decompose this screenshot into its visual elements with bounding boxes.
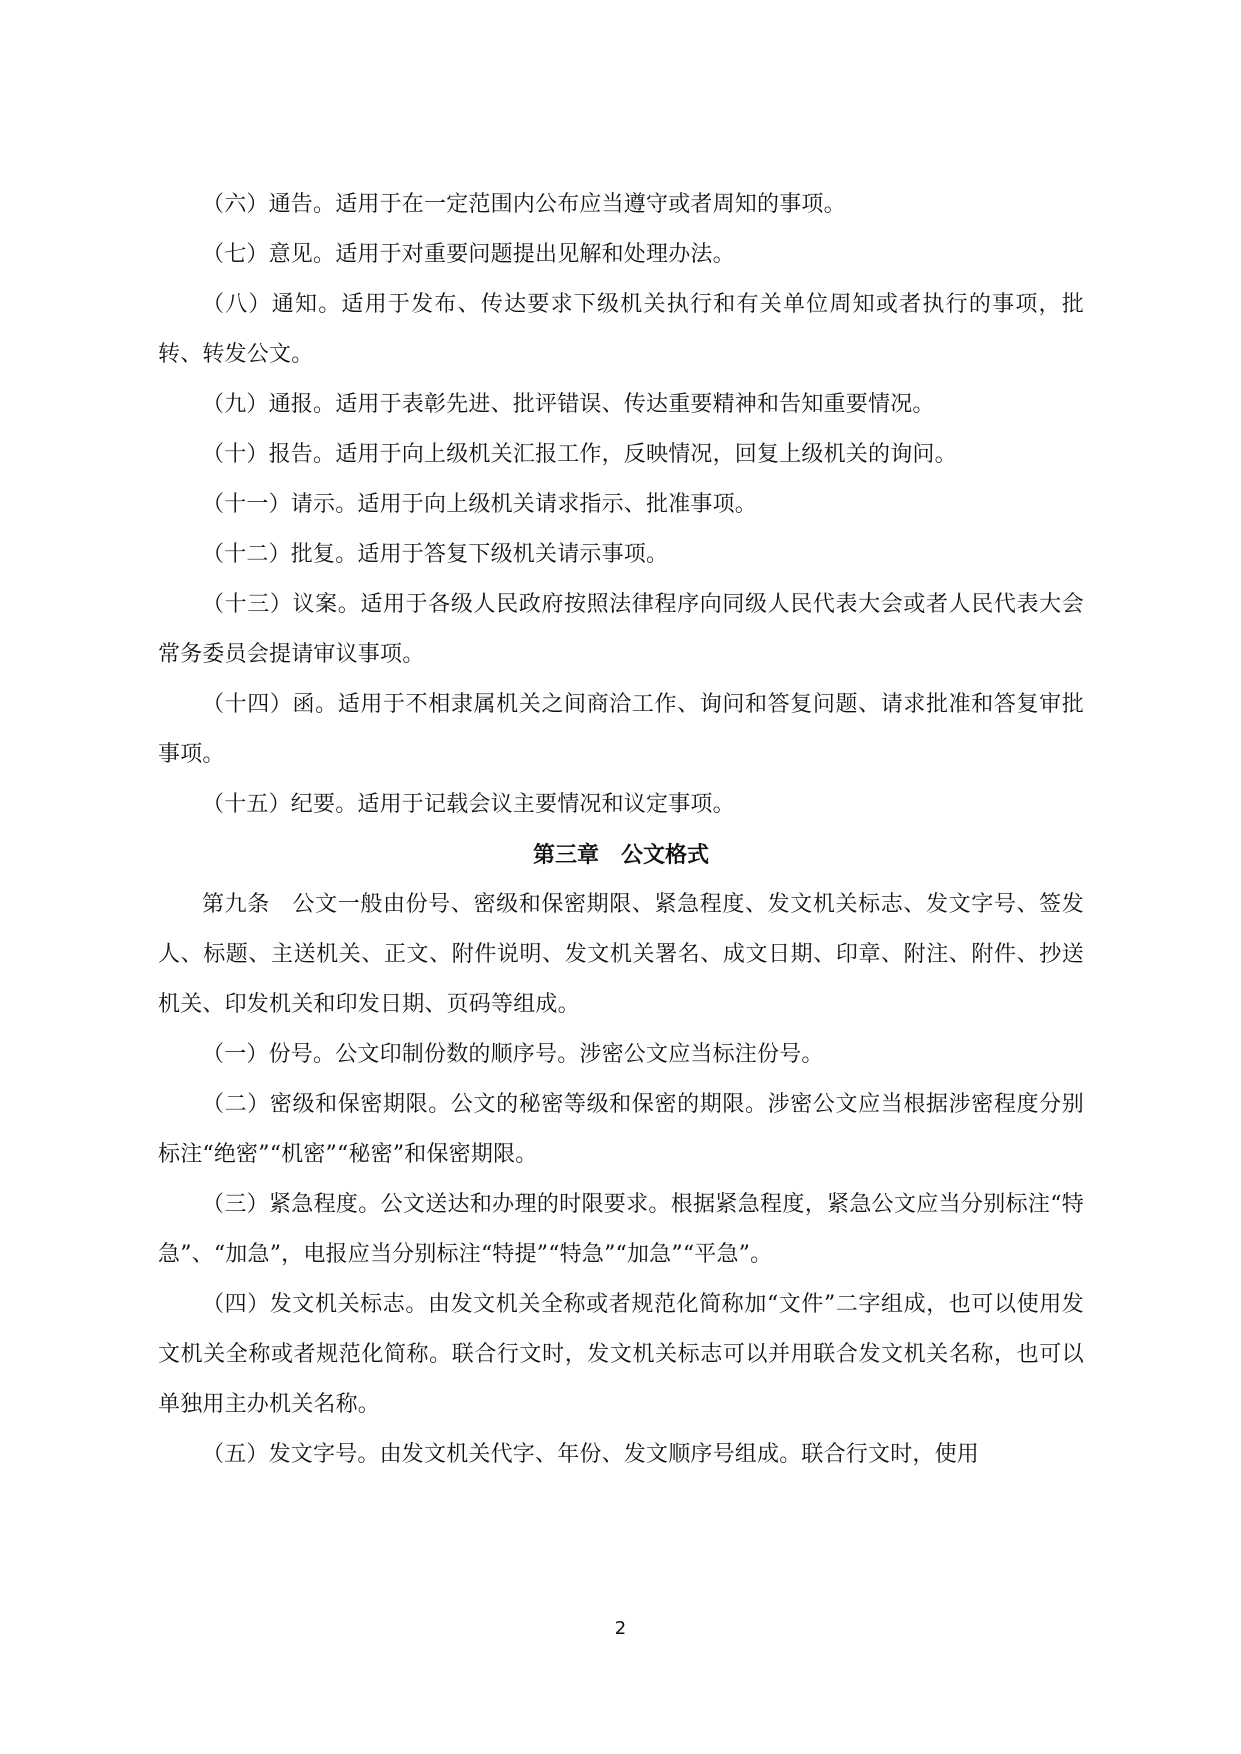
paragraph-circular: （八）通知。适用于发布、传达要求下级机关执行和有关单位周知或者执行的事项，批转、转发公文。 (158, 292, 1084, 367)
page-number: 2 (614, 1618, 627, 1639)
paragraph-copy-number: （一）份号。公文印制份数的顺序号。涉密公文应当标注份号。 (202, 1042, 824, 1067)
paragraph-issuer-mark: （四）发文机关标志。由发文机关全称或者规范化简称加“文件”二字组成，也可以使用发文机关全称或者规范化简称。联合行文时，发文机关标志可以并用联合发文机关名称，也可以单独用主办机关名称。 (158, 1292, 1084, 1417)
document-page (158, 180, 1084, 1480)
paragraph-opinion: （七）意见。适用于对重要问题提出见解和处理办法。 (202, 242, 735, 267)
paragraph-minutes: （十五）纪要。适用于记载会议主要情况和议定事项。 (202, 792, 735, 817)
chapter-heading: 第三章 公文格式 (532, 842, 709, 868)
paragraph-bulletin: （九）通报。适用于表彰先进、批评错误、传达重要精神和告知重要情况。 (202, 392, 935, 417)
paragraph-request: （十一）请示。适用于向上级机关请求指示、批准事项。 (202, 492, 758, 517)
paragraph-letter: （十四）函。适用于不相隶属机关之间商洽工作、询问和答复问题、请求批准和答复审批事项。 (158, 692, 1084, 767)
paragraph-reply: （十二）批复。适用于答复下级机关请示事项。 (202, 542, 669, 567)
paragraph-secret-level: （二）密级和保密期限。公文的秘密等级和保密的期限。涉密公文应当根据涉密程度分别标注“绝密”“机密”“秘密”和保密期限。 (158, 1092, 1084, 1167)
paragraph-urgency: （三）紧急程度。公文送达和办理的时限要求。根据紧急程度，紧急公文应当分别标注“特急”、“加急”，电报应当分别标注“特提”“特急”“加急”“平急”。 (158, 1192, 1084, 1267)
paragraph-report: （十）报告。适用于向上级机关汇报工作，反映情况，回复上级机关的询问。 (202, 442, 957, 467)
paragraph-motion: （十三）议案。适用于各级人民政府按照法律程序向同级人民代表大会或者人民代表大会常务委员会提请审议事项。 (158, 592, 1084, 667)
paragraph-document-number: （五）发文字号。由发文机关代字、年份、发文顺序号组成。联合行文时，使用 (202, 1442, 980, 1467)
paragraph-article-nine: 第九条 公文一般由份号、密级和保密期限、紧急程度、发文机关标志、发文字号、签发人、标题、主送机关、正文、附件说明、发文机关署名、成文日期、印章、附注、附件、抄送机关、印发机关和印发日期、页码等组成。 (158, 892, 1084, 1017)
paragraph-notice: （六）通告。适用于在一定范围内公布应当遵守或者周知的事项。 (202, 192, 846, 217)
